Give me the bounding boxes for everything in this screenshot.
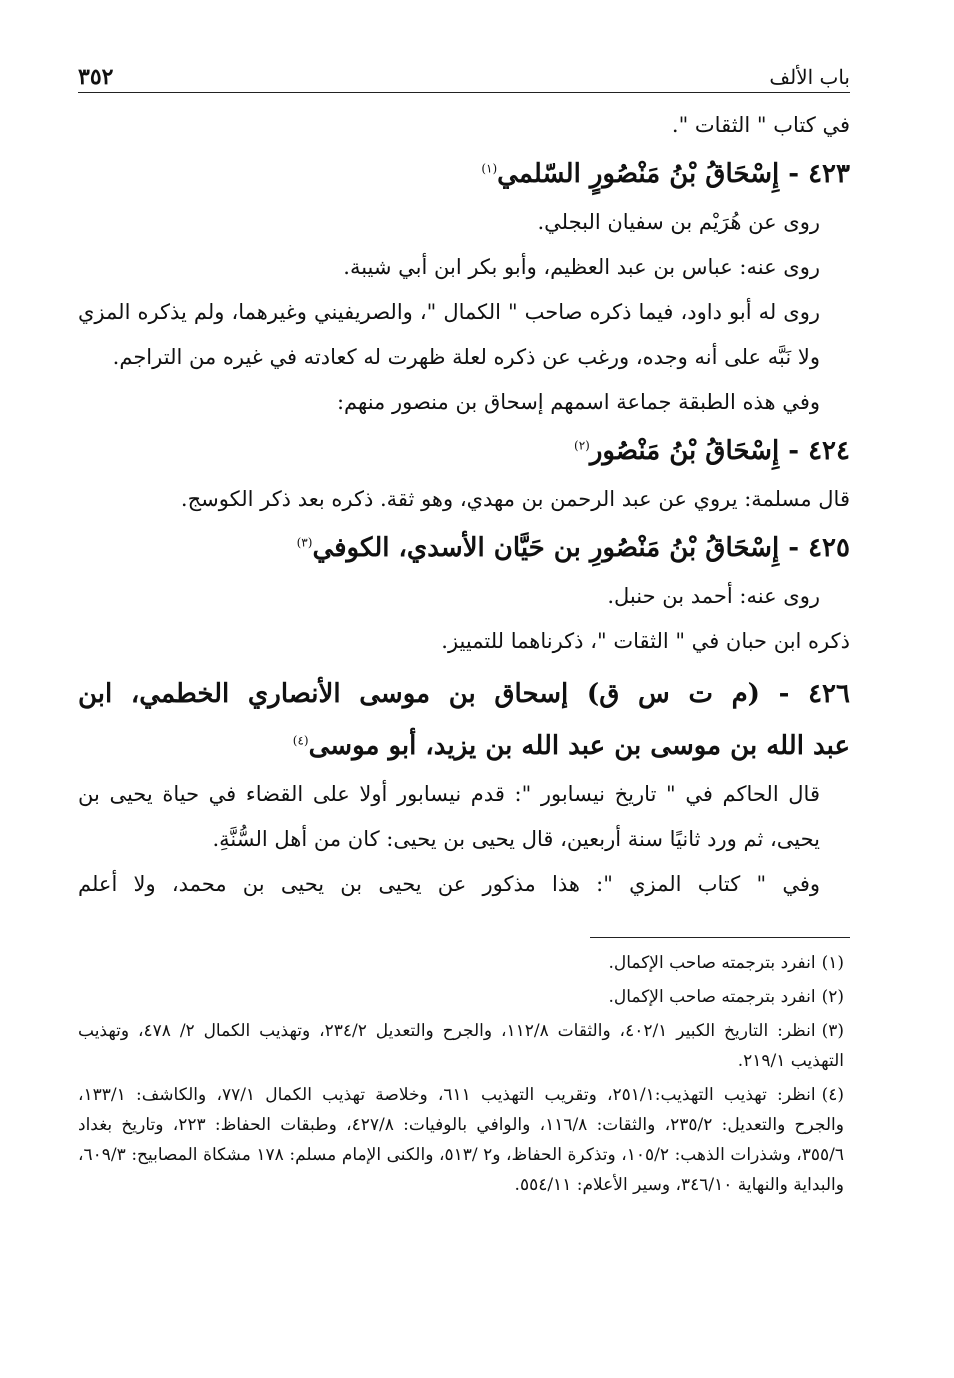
main-text bbox=[78, 103, 850, 907]
entry-heading-425 bbox=[78, 522, 850, 574]
footnote-4 bbox=[78, 1080, 844, 1200]
paragraph: قال الحاكم في " تاريخ نيسابور ": قدم نيسابور أولا على القضاء في حياة يحيى بن يحيى، ثم ورد ثانيًا سنة أربعين، قال يحيى بن يحيى: كان من أهل السُّنَّةِ. bbox=[78, 782, 820, 851]
entry-heading-424 bbox=[78, 425, 850, 477]
footnote-number: (٢) bbox=[821, 987, 844, 1007]
text-line: روى عنه: أحمد بن حنبل. bbox=[607, 584, 820, 608]
document-page bbox=[78, 52, 850, 1204]
chapter-title: باب الألف bbox=[769, 65, 850, 89]
paragraph: وفي " كتاب المزي ": هذا مذكور عن يحيى بن يحيى بن محمد، ولا أعلم bbox=[78, 872, 820, 896]
entry-heading-426 bbox=[78, 668, 850, 720]
text-line: روى عن هُرَيْم بن سفيان البجلي. bbox=[537, 210, 820, 234]
entry-title-line2: عبد الله بن موسى بن عبد الله بن يزيد، أبو موسى bbox=[308, 731, 850, 761]
text-line: في كتاب " الثقات ". bbox=[671, 113, 850, 137]
footnotes bbox=[78, 948, 850, 1200]
footnote-separator bbox=[590, 937, 850, 938]
text-line: ذكره ابن حبان في " الثقات "، ذكرناهما للتمييز. bbox=[441, 629, 850, 653]
footnote-text: انفرد بترجمته صاحب الإكمال. bbox=[608, 953, 816, 973]
entry-title: ٤٢٥ - إِسْحَاقُ بْنُ مَنْصُورِ بن حَيَّان الأسدي، الكوفي bbox=[312, 533, 850, 563]
footnote-ref: (٣) bbox=[296, 535, 313, 550]
footnote-number: (١) bbox=[821, 953, 844, 973]
footnote-1 bbox=[78, 948, 844, 978]
footnote-number: (٤) bbox=[821, 1085, 844, 1105]
footnote-text: انظر: تهذيب التهذيب:٢٥١/١، وتقريب التهذيب ٦١١، وخلاصة تهذيب الكمال ٧٧/١، والكاشف: ١٣٣/١، والجرح والتعديل: ٢٣٥/٢، والثقات: ١١٦/٨، والوافي بالوفيات: ٤٢٧/٨، وطبقات الحفاظ: ٢٢٣، وتاريخ بغداد ٣٥٥/٦، وشذرات الذهب: ١٠٥/٢، وتذكرة الحفاظ، و٢ /٥١٣، والكنى الإمام مسلم: ١٧٨ مشكاة المصابيح: ٦٠٩/٣، والبداية والنهاية ٣٤٦/١٠، وسير الأعلام: ٥٥٤/١١. bbox=[78, 1085, 844, 1195]
footnote-ref: (٢) bbox=[574, 438, 590, 453]
entry-title: ٤٢٤ - إِسْحَاقُ بْنُ مَنْصُور bbox=[589, 436, 850, 466]
entry-heading-426-cont bbox=[78, 720, 850, 772]
footnote-text: انظر: التاريخ الكبير ٤٠٢/١، والثقات ١١٢/٨، والجرح والتعديل ٢٣٤/٢، وتهذيب الكمال ٢/ ٤٧٨، وتهذيب التهذيب ٢١٩/١. bbox=[78, 1021, 844, 1071]
footnote-ref: (١) bbox=[481, 161, 498, 176]
footnote-2 bbox=[78, 982, 844, 1012]
paragraph: روى له أبو داود، فيما ذكره صاحب " الكمال "، والصريفيني وغيرهما، ولم يذكره المزي ولا نَبَّه على أنه وجده، ورغب عن ذكره لعلة ظهرت له كعادته في غيره من التراجم. bbox=[78, 300, 820, 369]
entry-title: ٤٢٣ - إِسْحَاقُ بْنُ مَنْصُورٍ السّلمي bbox=[497, 159, 850, 189]
text-line: قال مسلمة: يروي عن عبد الرحمن بن مهدي، وهو ثقة. ذكره بعد ذكر الكوسج. bbox=[180, 487, 850, 511]
running-header bbox=[78, 52, 850, 93]
entry-title-line1: ٤٢٦ - (م ت س ق) إسحاق بن موسى الأنصاري الخطمي، ابن bbox=[78, 679, 850, 709]
footnote-number: (٣) bbox=[821, 1021, 844, 1041]
footnote-text: انفرد بترجمته صاحب الإكمال. bbox=[608, 987, 816, 1007]
text-line: روى عنه: عباس بن عبد العظيم، وأبو بكر ابن أبي شيبة. bbox=[343, 255, 820, 279]
footnote-3 bbox=[78, 1016, 844, 1076]
footnote-ref: (٤) bbox=[292, 733, 309, 748]
entry-heading-423 bbox=[78, 148, 850, 200]
text-line: وفي هذه الطبقة جماعة اسمهم إسحاق بن منصور منهم: bbox=[336, 390, 820, 414]
page-number: ٣٥٢ bbox=[78, 64, 114, 90]
